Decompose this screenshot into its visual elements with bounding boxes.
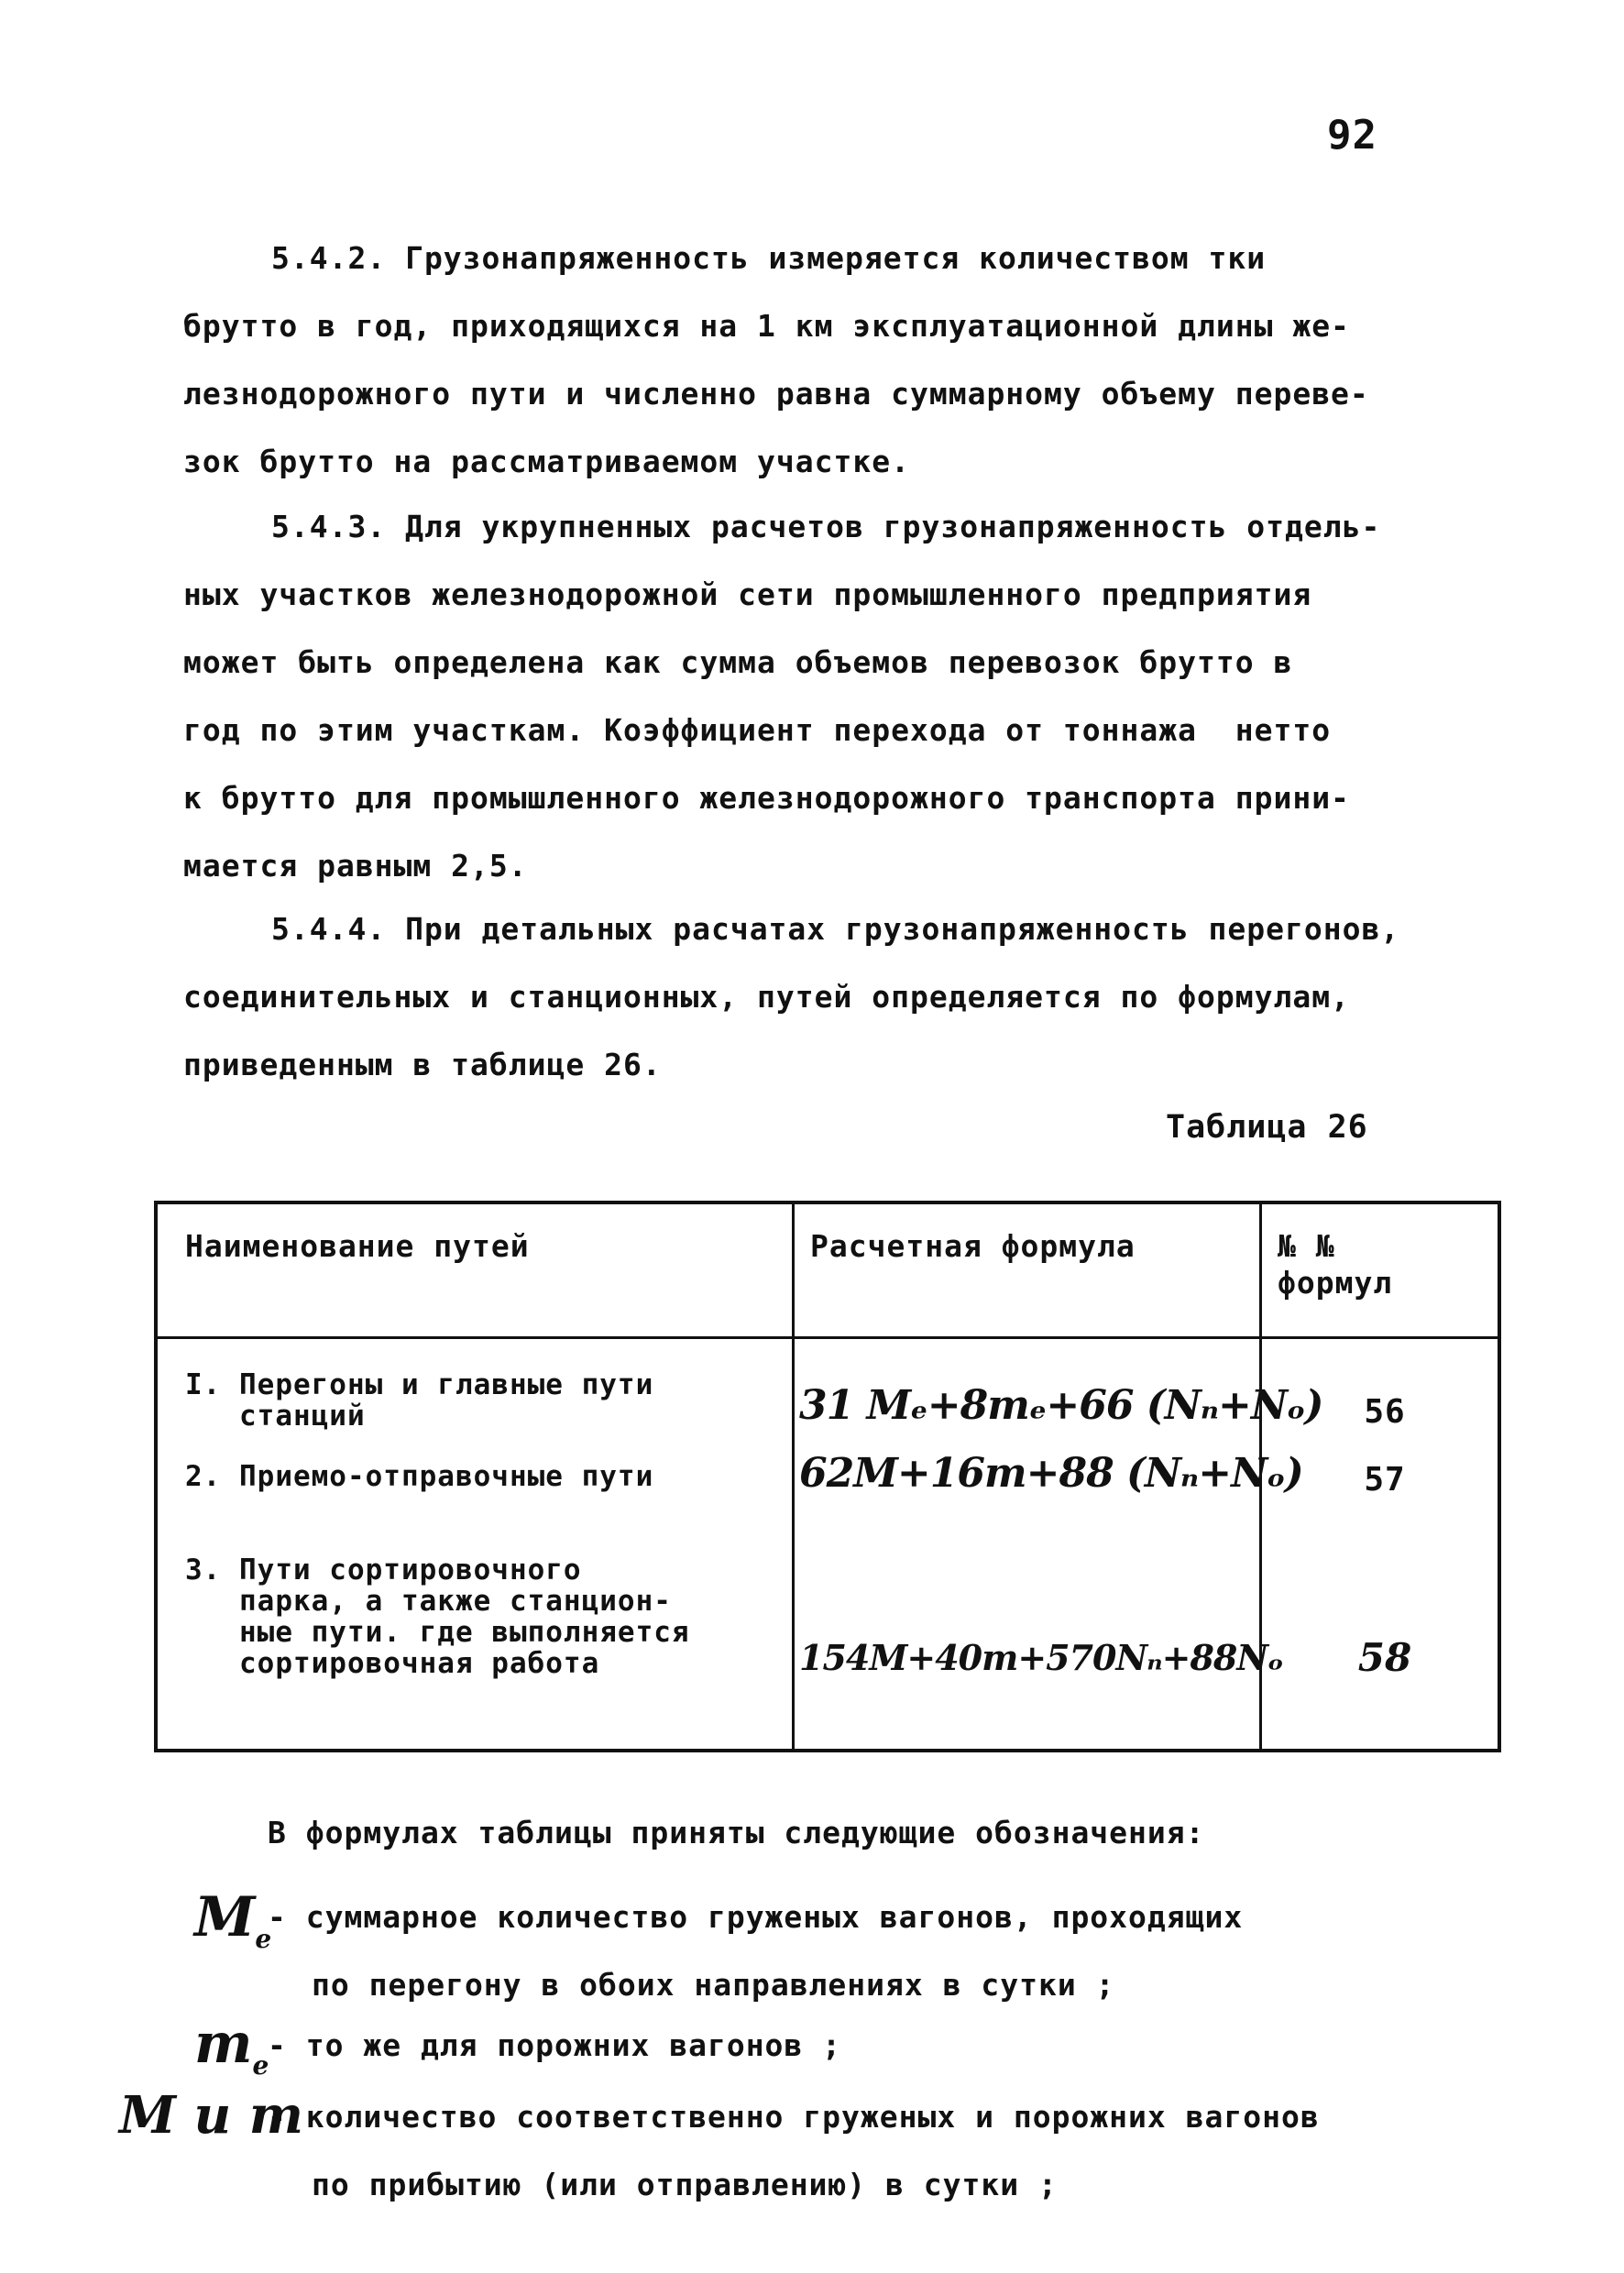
paragraph-5-4-2 bbox=[183, 225, 1485, 496]
table-row-3-number: 58 bbox=[1357, 1635, 1412, 1680]
legend-intro: В формулах таблицы приняты следующие обозначения: bbox=[268, 1815, 1205, 1850]
table-header-number: № № формул bbox=[1278, 1228, 1393, 1301]
legend-symbol-me bbox=[194, 2012, 269, 2093]
table-caption: Таблица 26 bbox=[1166, 1109, 1368, 1146]
paragraph-line: зок брутто на рассматриваемом участке. bbox=[183, 444, 910, 479]
legend-symbol-text: M bbox=[194, 1885, 256, 1949]
table-header-formula: Расчетная формула bbox=[810, 1228, 1136, 1264]
legend-line: - суммарное количество груженых вагонов, проходящих bbox=[268, 1899, 1244, 1935]
legend-symbol-text: m bbox=[194, 2012, 253, 2076]
paragraph-line: 5.4.4. При детальных расчатах грузонапряженность перегонов, bbox=[271, 911, 1400, 947]
formula-table bbox=[154, 1201, 1501, 1752]
legend-symbol-Me bbox=[194, 1885, 272, 1967]
legend-symbol-text: M и m bbox=[119, 2085, 303, 2146]
paragraph-line: к брутто для промышленного железнодорожного транспорта прини- bbox=[183, 780, 1350, 816]
paragraph-line: 5.4.2. Грузонапряженность измеряется количеством тки bbox=[271, 240, 1267, 276]
table-row-3-name: 3. Пути сортировочного парка, а также станцион- ные пути. где выполняется сортировочная работа bbox=[185, 1554, 690, 1680]
table-row-1-formula: 31 Mₑ+8mₑ+66 (Nₙ+Nₒ) bbox=[799, 1382, 1323, 1429]
paragraph-line: брутто в год, приходящихся на 1 км эксплуатационной длины же- bbox=[183, 308, 1350, 344]
table-row-1-name: I. Перегоны и главные пути станций bbox=[185, 1368, 654, 1433]
paragraph-line: 5.4.3. Для укрупненных расчетов грузонапряженность отдель- bbox=[271, 509, 1381, 544]
legend-line: по перегону в обоих направлениях в сутки ; bbox=[312, 1967, 1115, 2003]
table-row-2-number: 57 bbox=[1364, 1461, 1406, 1499]
paragraph-5-4-3 bbox=[183, 493, 1485, 900]
table-row-1-number: 56 bbox=[1364, 1393, 1406, 1431]
paragraph-line: лезнодорожного пути и численно равна суммарному объему переве- bbox=[183, 376, 1369, 412]
legend-line: - количество соответственно груженых и порожних вагонов bbox=[268, 2099, 1320, 2135]
table-header-divider bbox=[158, 1336, 1498, 1339]
table-row-2-name: 2. Приемо-отправочные пути bbox=[185, 1460, 654, 1493]
table-row-2-formula: 62M+16m+88 (Nₙ+Nₒ) bbox=[799, 1450, 1303, 1497]
legend-line: - то же для порожних вагонов ; bbox=[268, 2027, 842, 2063]
paragraph-line: мается равным 2,5. bbox=[183, 848, 528, 884]
page-number: 92 bbox=[1327, 112, 1377, 159]
table-header-name: Наименование путей bbox=[185, 1228, 530, 1264]
table-row-3-formula: 154M+40m+570Nₙ+88Nₒ bbox=[799, 1637, 1283, 1678]
legend-symbol-subscript: e bbox=[255, 1924, 272, 1954]
table-column-divider bbox=[792, 1204, 795, 1749]
paragraph-line: может быть определена как сумма объемов перевозок брутто в bbox=[183, 644, 1293, 680]
paragraph-line: приведенным в таблице 26. bbox=[183, 1047, 662, 1082]
paragraph-line: соединительных и станционных, путей определяется по формулам, bbox=[183, 979, 1350, 1015]
paragraph-line: ных участков железнодорожной сети промышленного предприятия bbox=[183, 576, 1312, 612]
legend-line: по прибытию (или отправлению) в сутки ; bbox=[312, 2167, 1058, 2202]
legend-symbol-subscript: e bbox=[252, 2050, 269, 2081]
paragraph-5-4-4 bbox=[183, 895, 1485, 1099]
paragraph-line: год по этим участкам. Коэффициент перехода от тоннажа нетто bbox=[183, 712, 1332, 748]
